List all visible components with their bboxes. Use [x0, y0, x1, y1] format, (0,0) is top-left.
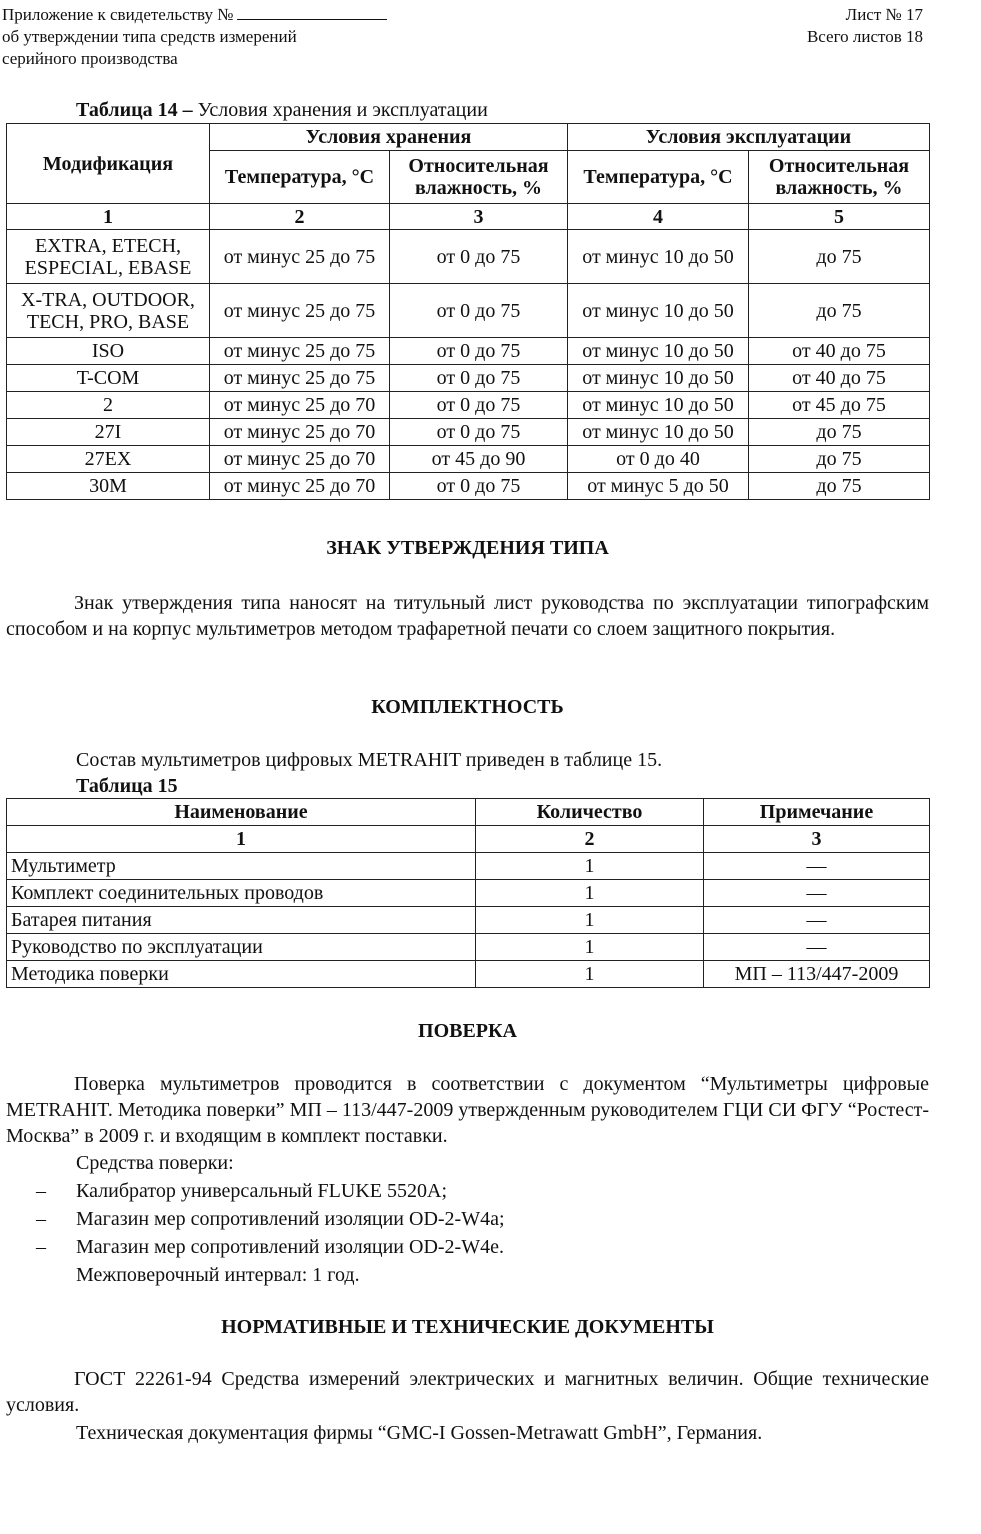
normative-paragraph-gost: ГОСТ 22261-94 Средства измерений электрических и магнитных величин. Общие технические условия. — [6, 1368, 929, 1416]
table-row: Батарея питания 1 — — [7, 907, 930, 934]
header-line-1: Приложение к свидетельству № — [2, 4, 387, 26]
section-heading-approval-mark: ЗНАК УТВЕРЖДЕНИЯ ТИПА — [326, 537, 609, 559]
section-heading-completeness: КОМПЛЕКТНОСТЬ — [371, 696, 564, 718]
table-row: 27I от минус 25 до 70 от 0 до 75 от минус 10 до 50 до 75 — [7, 419, 930, 446]
column-numbers-row: 1 2 3 4 5 — [7, 204, 930, 230]
document-header-left — [2, 4, 387, 70]
certificate-number-blank — [237, 5, 387, 20]
table-row: 27EX от минус 25 до 70 от 45 до 90 от 0 до 40 до 75 — [7, 446, 930, 473]
header-line-2: об утверждении типа средств измерений — [2, 27, 297, 46]
header-operation-humidity: Относительная влажность, % — [749, 151, 930, 204]
section-heading-normative-documents: НОРМАТИВНЫЕ И ТЕХНИЧЕСКИЕ ДОКУМЕНТЫ — [221, 1316, 714, 1338]
header-storage-conditions: Условия хранения — [210, 124, 568, 151]
total-sheets: Всего листов 18 — [806, 27, 923, 46]
table-row: Комплект соединительных проводов 1 — — [7, 880, 930, 907]
table-row: Руководство по эксплуатации 1 — — [7, 934, 930, 961]
header-operation-conditions: Условия эксплуатации — [568, 124, 930, 151]
completeness-intro: Состав мультиметров цифровых METRAHIT приведен в таблице 15. — [76, 749, 663, 771]
table-row: Мультиметр 1 — — [7, 853, 930, 880]
table14-caption: Таблица 14 – Условия хранения и эксплуатации — [76, 99, 488, 121]
table-row: 30M от минус 25 до 70 от 0 до 75 от минус 5 до 50 до 75 — [7, 473, 930, 500]
section-heading-verification: ПОВЕРКА — [418, 1020, 517, 1042]
table-row: 2 от минус 25 до 70 от 0 до 75 от минус 10 до 50 от 45 до 75 — [7, 392, 930, 419]
header-operation-temperature: Температура, °С — [568, 151, 749, 204]
table-row: X-TRA, OUTDOOR, TECH, PRO, BASE от минус 25 до 75 от 0 до 75 от минус 10 до 50 до 75 — [7, 284, 930, 338]
normative-paragraph-manufacturer: Техническая документация фирмы “GMC-I Gossen-Metrawatt GmbH”, Германия. — [76, 1422, 763, 1444]
header-modification: Модификация — [7, 124, 210, 204]
completeness-table — [6, 798, 930, 988]
verification-interval: Межповерочный интервал: 1 год. — [76, 1264, 360, 1286]
verification-means-item: – Магазин мер сопротивлений изоляции OD-2-W4e. — [36, 1236, 504, 1258]
table-row: Методика поверки 1 МП – 113/447-2009 — [7, 961, 930, 988]
header-line-3: серийного производства — [2, 49, 178, 68]
document-header-right — [807, 4, 923, 48]
table15-caption: Таблица 15 — [76, 775, 178, 797]
sheet-number: Лист № 17 — [845, 5, 923, 24]
verification-means-label: Средства поверки: — [76, 1152, 234, 1174]
column-numbers-row: 1 2 3 — [7, 826, 930, 853]
verification-paragraph: Поверка мультиметров проводится в соответствии с документом “Мультиметры цифровые METRAHIT. Методика поверки” МП – 113/447-2009 утвержденным руководителем ГЦИ СИ ФГУ “Ростест-Москва” в 2009 г. и входящим в комплект поставки. — [6, 1073, 929, 1147]
header-note: Примечание — [704, 799, 930, 826]
table-row: ISO от минус 25 до 75 от 0 до 75 от минус 10 до 50 от 40 до 75 — [7, 338, 930, 365]
verification-means-item: – Магазин мер сопротивлений изоляции OD-2-W4a; — [36, 1208, 505, 1230]
table-row: EXTRA, ETECH, ESPECIAL, EBASE от минус 25 до 75 от 0 до 75 от минус 10 до 50 до 75 — [7, 230, 930, 284]
header-name: Наименование — [7, 799, 476, 826]
header-storage-temperature: Температура, °С — [210, 151, 390, 204]
header-storage-humidity: Относительная влажность, % — [390, 151, 568, 204]
header-quantity: Количество — [476, 799, 704, 826]
table-row: T-COM от минус 25 до 75 от 0 до 75 от минус 10 до 50 от 40 до 75 — [7, 365, 930, 392]
approval-mark-paragraph: Знак утверждения типа наносят на титульный лист руководства по эксплуатации типографским способом и на корпус мультиметров методом трафаретной печати со слоем защитного покрытия. — [6, 592, 929, 640]
storage-operation-conditions-table — [6, 123, 930, 500]
verification-means-item: – Калибратор универсальный FLUKE 5520A; — [36, 1180, 447, 1202]
